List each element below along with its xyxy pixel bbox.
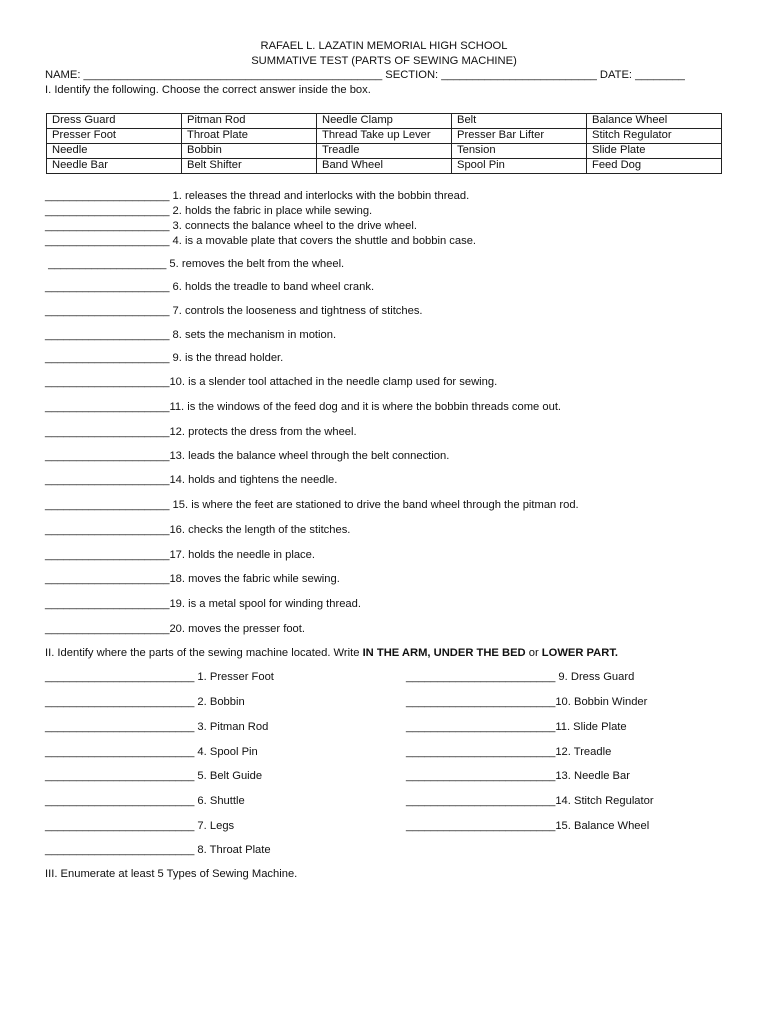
- box-row: [47, 144, 722, 159]
- box-cell: Thread Take up Lever: [317, 129, 452, 144]
- box-cell: Needle Clamp: [317, 114, 452, 129]
- question-item: ____________________ 2. holds the fabric in place while sewing.: [45, 205, 373, 217]
- question-item: ____________________ 7. controls the looseness and tightness of stitches.: [45, 305, 423, 317]
- part2-instruction: [45, 647, 618, 660]
- box-cell: Presser Foot: [47, 129, 182, 144]
- location-item: ________________________ 1. Presser Foot: [45, 671, 274, 683]
- box-cell: Presser Bar Lifter: [452, 129, 587, 144]
- question-item: ____________________16. checks the length of the stitches.: [45, 524, 351, 536]
- box-cell: Belt Shifter: [182, 159, 317, 174]
- part2-instruction-joiner: or: [525, 647, 542, 659]
- box-row: [47, 114, 722, 129]
- location-item: ________________________ 8. Throat Plate: [45, 844, 271, 856]
- question-item: ____________________20. moves the presser foot.: [45, 623, 306, 635]
- question-item: ____________________ 4. is a movable plate that covers the shuttle and bobbin case.: [45, 235, 477, 247]
- question-item: ____________________ 3. connects the balance wheel to the drive wheel.: [45, 220, 417, 232]
- question-item: ____________________14. holds and tightens the needle.: [45, 474, 338, 486]
- location-item: ________________________ 7. Legs: [45, 820, 235, 832]
- question-item: ____________________13. leads the balance wheel through the belt connection.: [45, 450, 450, 462]
- question-item: ____________________17. holds the needle in place.: [45, 549, 315, 561]
- part3-instruction: III. Enumerate at least 5 Types of Sewing Machine.: [45, 868, 298, 880]
- question-item: ____________________ 1. releases the thread and interlocks with the bobbin thread.: [45, 190, 470, 202]
- student-info-line: NAME: ________________________________________________ SECTION: _________________________ DATE: ________: [45, 69, 685, 81]
- box-cell: Belt: [452, 114, 587, 129]
- school-name: RAFAEL L. LAZATIN MEMORIAL HIGH SCHOOL: [260, 40, 508, 52]
- box-cell: Balance Wheel: [587, 114, 722, 129]
- box-cell: Feed Dog: [587, 159, 722, 174]
- answer-box: [46, 113, 722, 174]
- box-cell: Spool Pin: [452, 159, 587, 174]
- location-item: ________________________10. Bobbin Winder: [406, 696, 648, 708]
- location-item: ________________________ 5. Belt Guide: [45, 770, 263, 782]
- box-cell: Treadle: [317, 144, 452, 159]
- question-item: ____________________ 8. sets the mechanism in motion.: [45, 329, 337, 341]
- box-cell: Throat Plate: [182, 129, 317, 144]
- location-item: ________________________ 6. Shuttle: [45, 795, 245, 807]
- question-item: ____________________10. is a slender tool attached in the needle clamp used for sewing.: [45, 376, 498, 388]
- question-item: ____________________19. is a metal spool for winding thread.: [45, 598, 361, 610]
- box-row: [47, 159, 722, 174]
- location-item: ________________________15. Balance Wheel: [406, 820, 650, 832]
- question-item: ____________________11. is the windows of the feed dog and it is where the bobbin threads come out.: [45, 401, 562, 413]
- location-item: ________________________ 3. Pitman Rod: [45, 721, 269, 733]
- question-item: ___________________ 5. removes the belt from the wheel.: [45, 258, 345, 270]
- test-title: SUMMATIVE TEST (PARTS OF SEWING MACHINE): [251, 54, 517, 67]
- part2-instruction-prefix: II. Identify where the parts of the sewing machine located. Write: [45, 647, 363, 659]
- box-cell: Needle Bar: [47, 159, 182, 174]
- box-cell: Slide Plate: [587, 144, 722, 159]
- location-item: ________________________ 4. Spool Pin: [45, 746, 258, 758]
- location-item: ________________________12. Treadle: [406, 746, 612, 758]
- location-item: ________________________ 9. Dress Guard: [406, 671, 635, 683]
- location-item: ________________________11. Slide Plate: [406, 721, 627, 733]
- part2-emphasis-lower: LOWER PART.: [541, 647, 619, 659]
- location-item: ________________________ 2. Bobbin: [45, 696, 245, 708]
- box-cell: Stitch Regulator: [587, 129, 722, 144]
- box-cell: Dress Guard: [47, 114, 182, 129]
- question-item: ____________________ 6. holds the treadle to band wheel crank.: [45, 281, 375, 293]
- box-cell: Pitman Rod: [182, 114, 317, 129]
- box-cell: Bobbin: [182, 144, 317, 159]
- header: [0, 40, 768, 69]
- part2-emphasis-arm-bed: IN THE ARM, UNDER THE BED: [362, 647, 526, 659]
- box-cell: Band Wheel: [317, 159, 452, 174]
- question-item: ____________________ 15. is where the feet are stationed to drive the band wheel through the pitman rod.: [45, 499, 579, 511]
- location-item: ________________________13. Needle Bar: [406, 770, 630, 782]
- part1-instruction: I. Identify the following. Choose the correct answer inside the box.: [45, 84, 371, 96]
- box-row: [47, 129, 722, 144]
- box-cell: Needle: [47, 144, 182, 159]
- question-item: ____________________ 9. is the thread holder.: [45, 352, 284, 364]
- location-item: ________________________14. Stitch Regulator: [406, 795, 654, 807]
- box-cell: Tension: [452, 144, 587, 159]
- question-item: ____________________12. protects the dress from the wheel.: [45, 426, 357, 438]
- question-item: ____________________18. moves the fabric while sewing.: [45, 573, 340, 585]
